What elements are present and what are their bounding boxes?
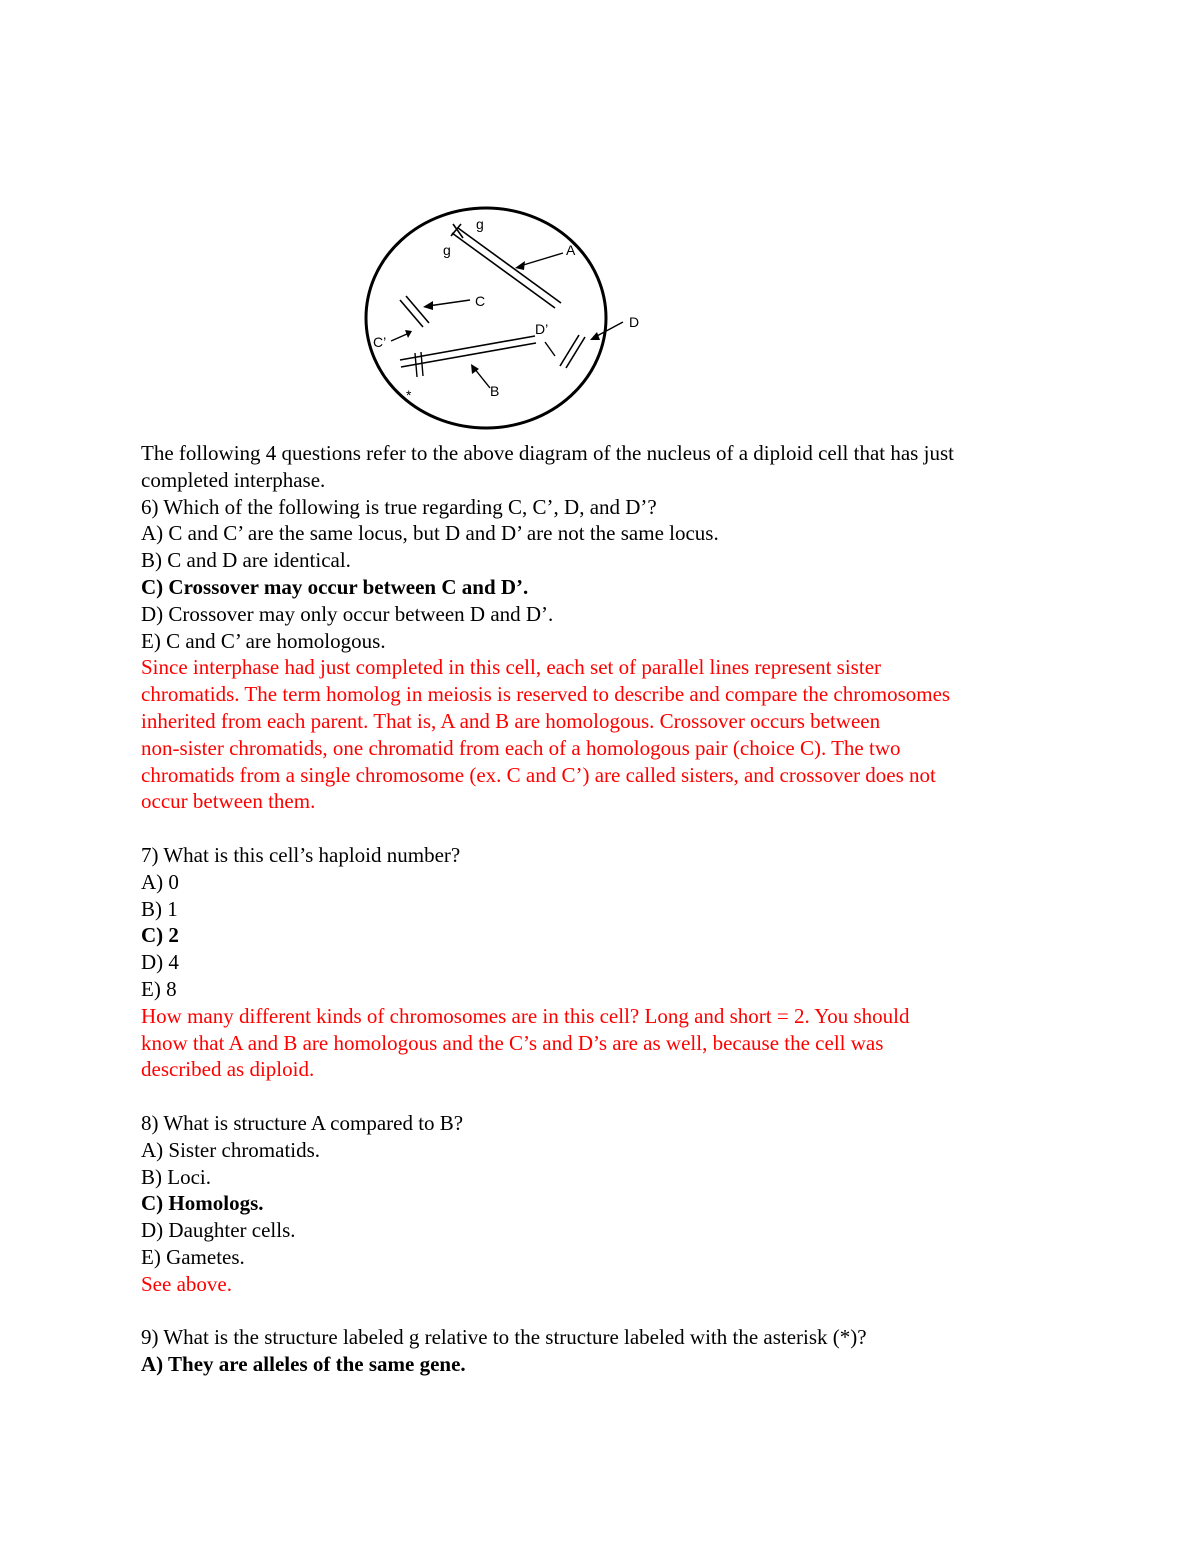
- explanation-line: inherited from each parent. That is, A and B are homologous. Crossover occurs between: [141, 708, 881, 733]
- label-A: A: [566, 242, 576, 258]
- explanation-line: described as diploid.: [141, 1057, 315, 1082]
- choice: D) Daughter cells.: [141, 1218, 296, 1243]
- explanation: [141, 1271, 1071, 1298]
- correct-choice: C) Homologs.: [141, 1191, 264, 1216]
- arrow-C: [428, 300, 470, 306]
- choice: A) 0: [141, 869, 179, 894]
- label-B: B: [490, 383, 500, 399]
- intro-text: [141, 440, 1071, 494]
- spacer: [141, 815, 1071, 842]
- explanation: [141, 1003, 1071, 1083]
- spacer: [141, 1083, 1071, 1110]
- chromosome-D: [560, 335, 585, 368]
- question-prompt: 6) Which of the following is true regarding C, C’, D, and D’?: [141, 494, 657, 519]
- explanation-line: know that A and B are homologous and the C’s and D’s are as well, because the cell was: [141, 1030, 884, 1055]
- label-g-upper: g: [476, 216, 484, 232]
- choice: D) 4: [141, 950, 179, 975]
- choice: E) Gametes.: [141, 1244, 245, 1269]
- label-g-lower: g: [443, 242, 451, 258]
- intro-line: The following 4 questions refer to the above diagram of the nucleus of a diploid cell that has just: [141, 441, 954, 465]
- label-asterisk: *: [406, 387, 412, 403]
- label-D-prime: D’: [535, 321, 549, 337]
- chromosome-B: [400, 336, 536, 367]
- intro-line: completed interphase.: [141, 467, 326, 492]
- correct-choice: C) 2: [141, 923, 179, 948]
- spacer: [141, 1298, 1071, 1325]
- question-prompt: 7) What is this cell’s haploid number?: [141, 842, 461, 867]
- explanation-line: occur between them.: [141, 789, 316, 814]
- arrowhead-C: [423, 301, 433, 310]
- correct-choice: C) Crossover may occur between C and D’.: [141, 574, 529, 599]
- choice: B) Loci.: [141, 1164, 211, 1189]
- explanation-line: chromatids. The term homolog in meiosis is reserved to describe and compare the chromosomes: [141, 682, 951, 707]
- chromosome-C: [400, 296, 429, 327]
- question-prompt: 8) What is structure A compared to B?: [141, 1110, 464, 1135]
- explanation-line: non-sister chromatids, one chromatid from each of a homologous pair (choice C). The two: [141, 735, 901, 760]
- question-6: [141, 494, 1071, 816]
- explanation: [141, 654, 1071, 815]
- question-prompt: 9) What is the structure labeled g relative to the structure labeled with the asterisk (*)?: [141, 1325, 867, 1350]
- explanation-line: See above.: [141, 1271, 232, 1296]
- arrow-A: [520, 253, 563, 266]
- arrowhead-D: [590, 332, 600, 340]
- explanation-line: Since interphase had just completed in this cell, each set of parallel lines represent sister: [141, 655, 882, 680]
- choice: B) 1: [141, 896, 178, 921]
- d-prime-tick: [545, 342, 555, 356]
- arrowhead-A: [515, 261, 525, 270]
- choice: E) 8: [141, 976, 177, 1001]
- choice: A) Sister chromatids.: [141, 1137, 321, 1162]
- choice: D) Crossover may only occur between D and D’.: [141, 601, 554, 626]
- nucleus-diagram: [355, 190, 655, 440]
- choice: E) C and C’ are homologous.: [141, 628, 386, 653]
- correct-choice: A) They are alleles of the same gene.: [141, 1352, 466, 1377]
- arrow-D: [595, 322, 623, 337]
- question-8: [141, 1110, 1071, 1298]
- choice: A) C and C’ are the same locus, but D and D’ are not the same locus.: [141, 521, 719, 546]
- chromosome-A: [452, 228, 561, 308]
- arrow-B: [474, 368, 490, 388]
- document-body: [141, 440, 1071, 1378]
- label-D: D: [629, 314, 640, 330]
- question-9: [141, 1324, 1071, 1378]
- choice: B) C and D are identical.: [141, 548, 351, 573]
- label-C: C: [475, 293, 486, 309]
- arrow-C-prime: [391, 334, 407, 341]
- explanation-line: chromatids from a single chromosome (ex. C and C’) are called sisters, and crossover does not: [141, 762, 936, 787]
- nucleus-outline: [366, 208, 606, 428]
- explanation-line: How many different kinds of chromosomes are in this cell? Long and short = 2. You should: [141, 1003, 910, 1028]
- label-C-prime: C’: [373, 334, 387, 350]
- question-7: [141, 842, 1071, 1083]
